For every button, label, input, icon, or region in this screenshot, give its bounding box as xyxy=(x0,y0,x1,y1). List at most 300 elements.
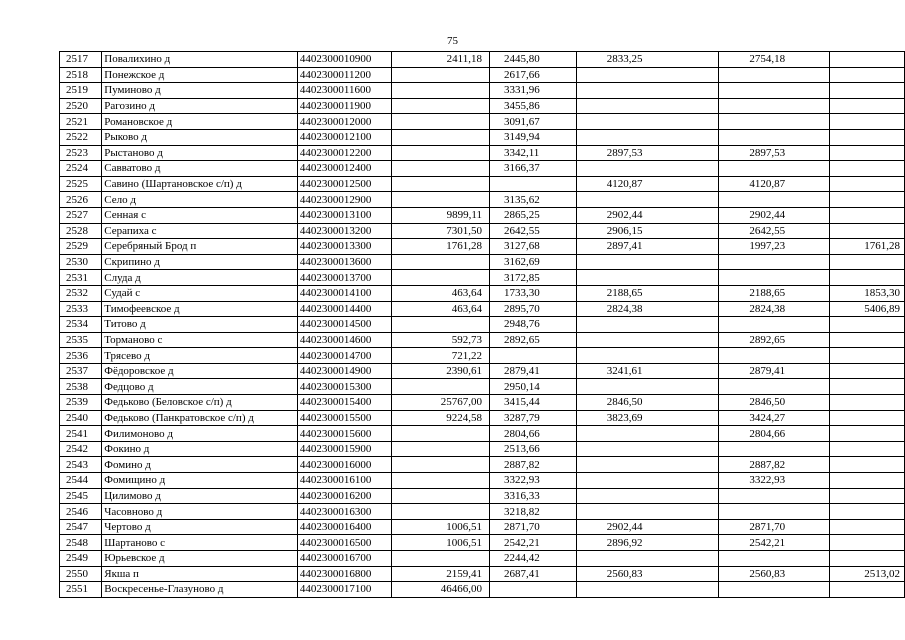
value-col-1-cell: 1006,51 xyxy=(392,519,490,535)
row-number-cell: 2546 xyxy=(60,504,102,520)
value-col-5-cell xyxy=(829,332,904,348)
oktmo-code-cell: 4402300012100 xyxy=(297,129,391,145)
oktmo-code-cell: 4402300016200 xyxy=(297,488,391,504)
table-row xyxy=(60,270,905,286)
value-col-4-cell xyxy=(719,114,830,130)
value-col-3-cell xyxy=(576,332,719,348)
settlement-name-cell: Романовское д xyxy=(102,114,298,130)
row-number-cell: 2539 xyxy=(60,395,102,411)
value-col-5-cell xyxy=(829,114,904,130)
oktmo-code-cell: 4402300013300 xyxy=(297,239,391,255)
value-col-4-cell xyxy=(719,67,830,83)
oktmo-code-cell: 4402300015500 xyxy=(297,410,391,426)
row-number-cell: 2550 xyxy=(60,566,102,582)
table-row xyxy=(60,395,905,411)
value-col-5-cell: 1761,28 xyxy=(829,239,904,255)
row-number-cell: 2526 xyxy=(60,192,102,208)
oktmo-code-cell: 4402300013600 xyxy=(297,254,391,270)
value-col-4-cell xyxy=(719,348,830,364)
table-body xyxy=(60,52,905,598)
value-col-3-cell xyxy=(576,161,719,177)
value-col-2-cell: 2687,41 xyxy=(489,566,576,582)
value-col-1-cell: 2411,18 xyxy=(392,52,490,68)
value-col-5-cell xyxy=(829,52,904,68)
settlement-name-cell: Рыстаново д xyxy=(102,145,298,161)
row-number-cell: 2523 xyxy=(60,145,102,161)
table-row xyxy=(60,410,905,426)
value-col-1-cell: 9224,58 xyxy=(392,410,490,426)
settlement-name-cell: Сенная с xyxy=(102,207,298,223)
settlement-name-cell: Серапиха с xyxy=(102,223,298,239)
value-col-3-cell xyxy=(576,473,719,489)
row-number-cell: 2549 xyxy=(60,551,102,567)
value-col-5-cell xyxy=(829,145,904,161)
settlement-name-cell: Фомино д xyxy=(102,457,298,473)
oktmo-code-cell: 4402300014100 xyxy=(297,285,391,301)
value-col-4-cell: 3322,93 xyxy=(719,473,830,489)
value-col-1-cell xyxy=(392,114,490,130)
value-col-5-cell xyxy=(829,488,904,504)
value-col-3-cell xyxy=(576,441,719,457)
value-col-4-cell: 2824,38 xyxy=(719,301,830,317)
value-col-1-cell: 46466,00 xyxy=(392,582,490,598)
row-number-cell: 2535 xyxy=(60,332,102,348)
value-col-3-cell xyxy=(576,270,719,286)
value-col-3-cell xyxy=(576,582,719,598)
value-col-4-cell xyxy=(719,441,830,457)
table-row xyxy=(60,161,905,177)
settlement-name-cell: Скрипино д xyxy=(102,254,298,270)
value-col-1-cell xyxy=(392,473,490,489)
value-col-5-cell xyxy=(829,441,904,457)
value-col-4-cell: 2902,44 xyxy=(719,207,830,223)
oktmo-code-cell: 4402300016500 xyxy=(297,535,391,551)
value-col-5-cell xyxy=(829,395,904,411)
value-col-3-cell xyxy=(576,488,719,504)
value-col-4-cell xyxy=(719,270,830,286)
settlement-name-cell: Титово д xyxy=(102,317,298,333)
value-col-2-cell xyxy=(489,582,576,598)
oktmo-code-cell: 4402300014400 xyxy=(297,301,391,317)
row-number-cell: 2545 xyxy=(60,488,102,504)
value-col-4-cell: 2879,41 xyxy=(719,363,830,379)
settlement-name-cell: Якша п xyxy=(102,566,298,582)
oktmo-code-cell: 4402300015300 xyxy=(297,379,391,395)
row-number-cell: 2529 xyxy=(60,239,102,255)
value-col-3-cell xyxy=(576,114,719,130)
value-col-3-cell: 2846,50 xyxy=(576,395,719,411)
settlement-name-cell: Пуминово д xyxy=(102,83,298,99)
value-col-1-cell xyxy=(392,176,490,192)
value-col-3-cell xyxy=(576,129,719,145)
value-col-5-cell xyxy=(829,98,904,114)
settlement-name-cell: Федьково (Панкратовское с/п) д xyxy=(102,410,298,426)
value-col-5-cell xyxy=(829,254,904,270)
value-col-1-cell xyxy=(392,426,490,442)
value-col-2-cell: 3149,94 xyxy=(489,129,576,145)
settlement-name-cell: Село д xyxy=(102,192,298,208)
value-col-4-cell: 2846,50 xyxy=(719,395,830,411)
value-col-3-cell: 2902,44 xyxy=(576,519,719,535)
value-col-1-cell xyxy=(392,488,490,504)
value-col-5-cell xyxy=(829,426,904,442)
value-col-2-cell: 3172,85 xyxy=(489,270,576,286)
value-col-2-cell: 2887,82 xyxy=(489,457,576,473)
settlement-name-cell: Слуда д xyxy=(102,270,298,286)
row-number-cell: 2531 xyxy=(60,270,102,286)
settlement-name-cell: Шартаново с xyxy=(102,535,298,551)
settlement-name-cell: Воскресенье-Глазуново д xyxy=(102,582,298,598)
value-col-1-cell xyxy=(392,98,490,114)
value-col-2-cell: 2879,41 xyxy=(489,363,576,379)
oktmo-code-cell: 4402300016100 xyxy=(297,473,391,489)
value-col-1-cell xyxy=(392,83,490,99)
value-col-1-cell xyxy=(392,129,490,145)
value-col-1-cell xyxy=(392,317,490,333)
value-col-3-cell: 2897,53 xyxy=(576,145,719,161)
oktmo-code-cell: 4402300012200 xyxy=(297,145,391,161)
oktmo-code-cell: 4402300015900 xyxy=(297,441,391,457)
value-col-2-cell: 3316,33 xyxy=(489,488,576,504)
value-col-2-cell: 2642,55 xyxy=(489,223,576,239)
table-row xyxy=(60,488,905,504)
value-col-1-cell xyxy=(392,270,490,286)
value-col-2-cell: 2542,21 xyxy=(489,535,576,551)
row-number-cell: 2537 xyxy=(60,363,102,379)
value-col-4-cell xyxy=(719,317,830,333)
value-col-5-cell xyxy=(829,551,904,567)
value-col-5-cell xyxy=(829,83,904,99)
value-col-4-cell: 2892,65 xyxy=(719,332,830,348)
value-col-2-cell: 3166,37 xyxy=(489,161,576,177)
value-col-1-cell xyxy=(392,551,490,567)
table-row xyxy=(60,192,905,208)
value-col-5-cell xyxy=(829,410,904,426)
oktmo-code-cell: 4402300014500 xyxy=(297,317,391,333)
value-col-3-cell xyxy=(576,551,719,567)
value-col-2-cell: 3218,82 xyxy=(489,504,576,520)
value-col-1-cell xyxy=(392,504,490,520)
value-col-4-cell xyxy=(719,83,830,99)
value-col-3-cell: 2560,83 xyxy=(576,566,719,582)
value-col-5-cell xyxy=(829,223,904,239)
value-col-4-cell: 2804,66 xyxy=(719,426,830,442)
table-row xyxy=(60,582,905,598)
table-row xyxy=(60,348,905,364)
value-col-1-cell: 592,73 xyxy=(392,332,490,348)
value-col-5-cell xyxy=(829,176,904,192)
value-col-3-cell xyxy=(576,98,719,114)
oktmo-code-cell: 4402300016800 xyxy=(297,566,391,582)
value-col-2-cell: 3342,11 xyxy=(489,145,576,161)
row-number-cell: 2517 xyxy=(60,52,102,68)
row-number-cell: 2520 xyxy=(60,98,102,114)
value-col-4-cell: 2188,65 xyxy=(719,285,830,301)
value-col-2-cell xyxy=(489,176,576,192)
row-number-cell: 2547 xyxy=(60,519,102,535)
row-number-cell: 2551 xyxy=(60,582,102,598)
oktmo-code-cell: 4402300012500 xyxy=(297,176,391,192)
value-col-1-cell xyxy=(392,254,490,270)
settlement-name-cell: Торманово с xyxy=(102,332,298,348)
oktmo-code-cell: 4402300017100 xyxy=(297,582,391,598)
value-col-4-cell: 2887,82 xyxy=(719,457,830,473)
value-col-1-cell xyxy=(392,161,490,177)
value-col-3-cell xyxy=(576,67,719,83)
table-row xyxy=(60,301,905,317)
value-col-3-cell xyxy=(576,317,719,333)
value-col-5-cell xyxy=(829,363,904,379)
oktmo-code-cell: 4402300013700 xyxy=(297,270,391,286)
row-number-cell: 2541 xyxy=(60,426,102,442)
value-col-1-cell xyxy=(392,441,490,457)
settlement-name-cell: Трясево д xyxy=(102,348,298,364)
settlement-name-cell: Серебряный Брод п xyxy=(102,239,298,255)
table-row xyxy=(60,52,905,68)
settlement-name-cell: Чертово д xyxy=(102,519,298,535)
value-col-3-cell: 2833,25 xyxy=(576,52,719,68)
oktmo-code-cell: 4402300012900 xyxy=(297,192,391,208)
settlement-name-cell: Фомищино д xyxy=(102,473,298,489)
settlement-name-cell: Понежское д xyxy=(102,67,298,83)
table-row xyxy=(60,223,905,239)
value-col-5-cell xyxy=(829,192,904,208)
value-col-3-cell xyxy=(576,348,719,364)
value-col-5-cell xyxy=(829,317,904,333)
value-col-4-cell xyxy=(719,504,830,520)
row-number-cell: 2519 xyxy=(60,83,102,99)
table-row xyxy=(60,566,905,582)
value-col-1-cell: 7301,50 xyxy=(392,223,490,239)
value-col-4-cell xyxy=(719,129,830,145)
value-col-1-cell: 463,64 xyxy=(392,285,490,301)
value-col-4-cell: 1997,23 xyxy=(719,239,830,255)
value-col-1-cell: 1761,28 xyxy=(392,239,490,255)
value-col-3-cell: 4120,87 xyxy=(576,176,719,192)
table-row xyxy=(60,129,905,145)
table-row xyxy=(60,176,905,192)
value-col-5-cell: 2513,02 xyxy=(829,566,904,582)
value-col-2-cell: 2617,66 xyxy=(489,67,576,83)
value-col-2-cell: 2950,14 xyxy=(489,379,576,395)
oktmo-code-cell: 4402300016400 xyxy=(297,519,391,535)
settlement-name-cell: Судай с xyxy=(102,285,298,301)
value-col-2-cell: 3287,79 xyxy=(489,410,576,426)
table-row xyxy=(60,239,905,255)
value-col-4-cell: 3424,27 xyxy=(719,410,830,426)
value-col-3-cell: 3823,69 xyxy=(576,410,719,426)
value-col-4-cell xyxy=(719,551,830,567)
value-col-3-cell xyxy=(576,254,719,270)
row-number-cell: 2548 xyxy=(60,535,102,551)
value-col-5-cell xyxy=(829,129,904,145)
value-col-5-cell xyxy=(829,161,904,177)
value-col-3-cell xyxy=(576,504,719,520)
value-col-1-cell: 463,64 xyxy=(392,301,490,317)
value-col-4-cell: 4120,87 xyxy=(719,176,830,192)
settlement-name-cell: Повалихино д xyxy=(102,52,298,68)
value-col-4-cell: 2871,70 xyxy=(719,519,830,535)
settlement-name-cell: Федцово д xyxy=(102,379,298,395)
value-col-5-cell xyxy=(829,379,904,395)
settlement-name-cell: Федьково (Беловское с/п) д xyxy=(102,395,298,411)
value-col-3-cell xyxy=(576,426,719,442)
table-row xyxy=(60,332,905,348)
row-number-cell: 2544 xyxy=(60,473,102,489)
value-col-2-cell: 2892,65 xyxy=(489,332,576,348)
row-number-cell: 2532 xyxy=(60,285,102,301)
settlement-name-cell: Филимоново д xyxy=(102,426,298,442)
row-number-cell: 2536 xyxy=(60,348,102,364)
table-row xyxy=(60,473,905,489)
value-col-5-cell xyxy=(829,67,904,83)
row-number-cell: 2528 xyxy=(60,223,102,239)
row-number-cell: 2543 xyxy=(60,457,102,473)
oktmo-code-cell: 4402300011200 xyxy=(297,67,391,83)
value-col-2-cell xyxy=(489,348,576,364)
value-col-5-cell xyxy=(829,504,904,520)
value-col-1-cell: 2159,41 xyxy=(392,566,490,582)
value-col-3-cell xyxy=(576,192,719,208)
table-row xyxy=(60,285,905,301)
value-col-2-cell: 2513,66 xyxy=(489,441,576,457)
value-col-3-cell: 2906,15 xyxy=(576,223,719,239)
row-number-cell: 2530 xyxy=(60,254,102,270)
oktmo-code-cell: 4402300012400 xyxy=(297,161,391,177)
settlement-name-cell: Тимофеевское д xyxy=(102,301,298,317)
table-row xyxy=(60,457,905,473)
settlement-name-cell: Савватово д xyxy=(102,161,298,177)
value-col-4-cell xyxy=(719,254,830,270)
value-col-2-cell: 3322,93 xyxy=(489,473,576,489)
table-row xyxy=(60,207,905,223)
value-col-2-cell: 2445,80 xyxy=(489,52,576,68)
value-col-1-cell: 721,22 xyxy=(392,348,490,364)
table-row xyxy=(60,254,905,270)
settlement-name-cell: Рагозино д xyxy=(102,98,298,114)
oktmo-code-cell: 4402300015600 xyxy=(297,426,391,442)
settlement-name-cell: Рыково д xyxy=(102,129,298,145)
settlement-name-cell: Юрьевское д xyxy=(102,551,298,567)
value-col-4-cell xyxy=(719,98,830,114)
value-col-3-cell xyxy=(576,457,719,473)
row-number-cell: 2540 xyxy=(60,410,102,426)
oktmo-code-cell: 4402300015400 xyxy=(297,395,391,411)
value-col-2-cell: 2871,70 xyxy=(489,519,576,535)
row-number-cell: 2521 xyxy=(60,114,102,130)
value-col-5-cell xyxy=(829,582,904,598)
oktmo-code-cell: 4402300013200 xyxy=(297,223,391,239)
value-col-1-cell xyxy=(392,67,490,83)
value-col-2-cell: 3127,68 xyxy=(489,239,576,255)
settlement-name-cell: Фёдоровское д xyxy=(102,363,298,379)
value-col-2-cell: 2244,42 xyxy=(489,551,576,567)
row-number-cell: 2538 xyxy=(60,379,102,395)
data-table xyxy=(59,51,905,598)
row-number-cell: 2542 xyxy=(60,441,102,457)
value-col-2-cell: 3415,44 xyxy=(489,395,576,411)
table-row xyxy=(60,83,905,99)
value-col-4-cell xyxy=(719,582,830,598)
settlement-name-cell: Цилимово д xyxy=(102,488,298,504)
value-col-3-cell: 2896,92 xyxy=(576,535,719,551)
value-col-2-cell: 2804,66 xyxy=(489,426,576,442)
value-col-4-cell: 2642,55 xyxy=(719,223,830,239)
oktmo-code-cell: 4402300013100 xyxy=(297,207,391,223)
value-col-5-cell xyxy=(829,207,904,223)
value-col-2-cell: 2948,76 xyxy=(489,317,576,333)
value-col-5-cell xyxy=(829,535,904,551)
value-col-5-cell xyxy=(829,519,904,535)
value-col-1-cell: 25767,00 xyxy=(392,395,490,411)
oktmo-code-cell: 4402300012000 xyxy=(297,114,391,130)
value-col-4-cell xyxy=(719,192,830,208)
value-col-4-cell: 2754,18 xyxy=(719,52,830,68)
oktmo-code-cell: 4402300016300 xyxy=(297,504,391,520)
value-col-5-cell xyxy=(829,457,904,473)
row-number-cell: 2525 xyxy=(60,176,102,192)
oktmo-code-cell: 4402300011900 xyxy=(297,98,391,114)
value-col-4-cell xyxy=(719,488,830,504)
table-row xyxy=(60,98,905,114)
value-col-3-cell xyxy=(576,83,719,99)
value-col-4-cell: 2560,83 xyxy=(719,566,830,582)
value-col-1-cell: 9899,11 xyxy=(392,207,490,223)
table-row xyxy=(60,114,905,130)
value-col-1-cell xyxy=(392,145,490,161)
value-col-4-cell xyxy=(719,161,830,177)
oktmo-code-cell: 4402300014900 xyxy=(297,363,391,379)
value-col-1-cell: 2390,61 xyxy=(392,363,490,379)
value-col-1-cell: 1006,51 xyxy=(392,535,490,551)
value-col-3-cell: 2902,44 xyxy=(576,207,719,223)
row-number-cell: 2524 xyxy=(60,161,102,177)
table-row xyxy=(60,363,905,379)
value-col-2-cell: 1733,30 xyxy=(489,285,576,301)
value-col-5-cell: 1853,30 xyxy=(829,285,904,301)
table-row xyxy=(60,145,905,161)
value-col-2-cell: 3162,69 xyxy=(489,254,576,270)
table-row xyxy=(60,426,905,442)
settlement-name-cell: Часовново д xyxy=(102,504,298,520)
value-col-4-cell: 2542,21 xyxy=(719,535,830,551)
value-col-2-cell: 2895,70 xyxy=(489,301,576,317)
value-col-2-cell: 3135,62 xyxy=(489,192,576,208)
value-col-2-cell: 3455,86 xyxy=(489,98,576,114)
value-col-3-cell xyxy=(576,379,719,395)
oktmo-code-cell: 4402300016000 xyxy=(297,457,391,473)
page-number: 75 xyxy=(447,35,458,47)
value-col-5-cell xyxy=(829,270,904,286)
value-col-5-cell: 5406,89 xyxy=(829,301,904,317)
table-row xyxy=(60,379,905,395)
value-col-5-cell xyxy=(829,348,904,364)
row-number-cell: 2527 xyxy=(60,207,102,223)
oktmo-code-cell: 4402300011600 xyxy=(297,83,391,99)
settlement-name-cell: Савино (Шартановское с/п) д xyxy=(102,176,298,192)
table-row xyxy=(60,67,905,83)
table-row xyxy=(60,535,905,551)
oktmo-code-cell: 4402300014700 xyxy=(297,348,391,364)
row-number-cell: 2522 xyxy=(60,129,102,145)
table-row xyxy=(60,504,905,520)
table-row xyxy=(60,317,905,333)
row-number-cell: 2518 xyxy=(60,67,102,83)
value-col-3-cell: 3241,61 xyxy=(576,363,719,379)
value-col-4-cell xyxy=(719,379,830,395)
settlement-name-cell: Фокино д xyxy=(102,441,298,457)
value-col-4-cell: 2897,53 xyxy=(719,145,830,161)
